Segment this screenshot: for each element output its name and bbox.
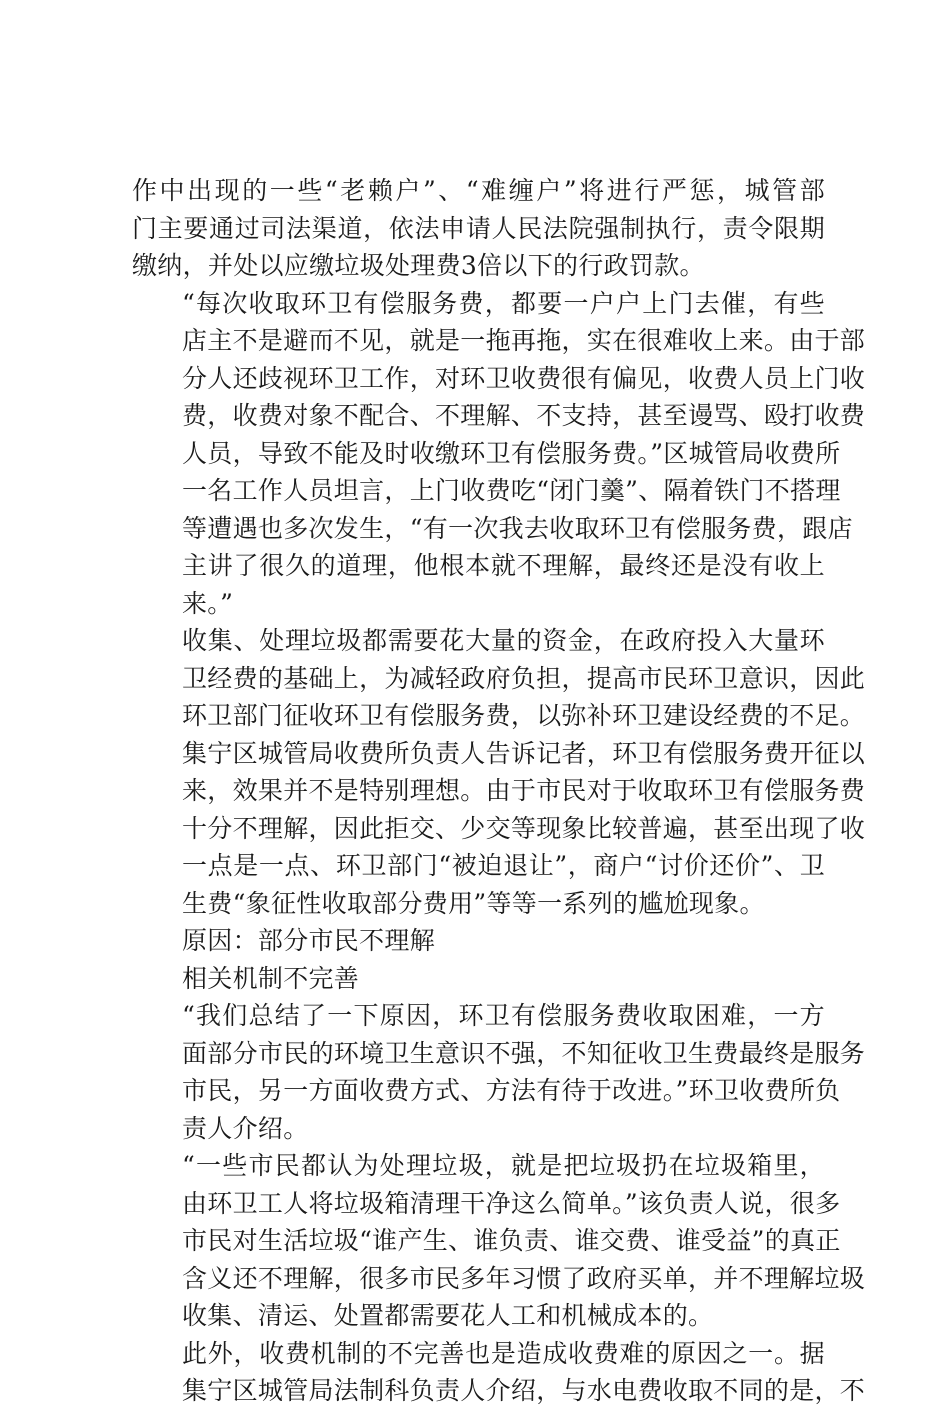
text-line: 来，效果并不是特别理想。由于市民对于收取环卫有偿服务费: [182, 776, 866, 805]
text-line: 卫经费的基础上，为减轻政府负担，提高市民环卫意识，因此: [182, 663, 866, 693]
paragraph-p8: [132, 1335, 866, 1410]
text-line: 店主不是避而不见，就是一拖再拖，实在很难收上来。由于部: [182, 326, 866, 355]
paragraph-p7: [132, 1147, 866, 1335]
text-line: 主讲了很久的道理，他根本就不理解，最终还是没有收上: [182, 551, 825, 580]
text-line: 集宁区城管局法制科负责人介绍，与水电费收取不同的是，不: [182, 1376, 866, 1405]
text-line: 人员，导致不能及时收缴环卫有偿服务费。”区城管局收费所: [182, 438, 841, 468]
text-line: 由环卫工人将垃圾箱清理干净这么简单。”该负责人说，很多: [182, 1188, 841, 1218]
text-line: 等遭遇也多次发生，“有一次我去收取环卫有偿服务费，跟店: [182, 513, 853, 543]
document-page: [132, 172, 866, 1410]
text-line: 来。”: [182, 588, 234, 618]
text-line: 原因：部分市民不理解: [182, 926, 436, 955]
text-line: 含义还不理解，很多市民多年习惯了政府买单，并不理解垃圾: [182, 1263, 866, 1293]
paragraph-p2: [132, 285, 866, 623]
text-line: 面部分市民的环境卫生意识不强，不知征收卫生费最终是服务: [182, 1038, 866, 1068]
text-line: “一些市民都认为处理垃圾，就是把垃圾扔在垃圾箱里，: [182, 1151, 825, 1180]
text-line: 分人还歧视环卫工作，对环卫收费很有偏见，收费人员上门收: [182, 363, 866, 393]
text-line: 市民对生活垃圾“谁产生、谁负责、谁交费、谁受益”的真正: [182, 1226, 841, 1255]
text-line: 集宁区城管局收费所负责人告诉记者，环卫有偿服务费开征以: [182, 738, 866, 768]
text-line: 收集、处理垃圾都需要花大量的资金，在政府投入大量环: [182, 626, 825, 655]
text-line: 环卫部门征收环卫有偿服务费，以弥补环卫建设经费的不足。: [182, 701, 866, 730]
text-line: 市民，另一方面收费方式、方法有待于改进。”环卫收费所负: [182, 1076, 841, 1105]
text-line: 一名工作人员坦言，上门收费吃“闭门羹”、隔着铁门不搭理: [182, 476, 841, 505]
text-line: 此外，收费机制的不完善也是造成收费难的原因之一。据: [182, 1338, 825, 1368]
text-line: 费，收费对象不配合、不理解、不支持，甚至谩骂、殴打收费: [182, 401, 866, 430]
paragraph-p1: [132, 172, 825, 285]
text-line: 作中出现的一些“老赖户”、“难缠户”将进行严惩，城管部: [132, 176, 825, 205]
text-line: 一点是一点、环卫部门“被迫退让”，商户“讨价还价”、卫: [182, 851, 825, 880]
text-line: 门主要通过司法渠道，依法申请人民法院强制执行，责令限期: [132, 213, 825, 243]
text-line: 生费“象征性收取部分费用”等等一系列的尴尬现象。: [182, 888, 765, 918]
text-line: 缴纳，并处以应缴垃圾处理费3倍以下的行政罚款。: [132, 251, 705, 280]
text-line: 责人介绍。: [182, 1113, 309, 1143]
text-line: 相关机制不完善: [182, 963, 360, 993]
paragraph-p3: [132, 622, 866, 922]
paragraph-p5: [132, 960, 825, 998]
text-line: 收集、清运、处置都需要花人工和机械成本的。: [182, 1301, 714, 1330]
text-line: “每次收取环卫有偿服务费，都要一户户上门去催，有些: [182, 288, 825, 318]
text-line: “我们总结了一下原因，环卫有偿服务费收取困难，一方: [182, 1001, 825, 1030]
paragraph-p6: [132, 997, 866, 1147]
paragraph-p4: [132, 922, 825, 960]
article-body: [132, 172, 866, 1410]
text-line: 十分不理解，因此拒交、少交等现象比较普遍，甚至出现了收: [182, 813, 866, 843]
